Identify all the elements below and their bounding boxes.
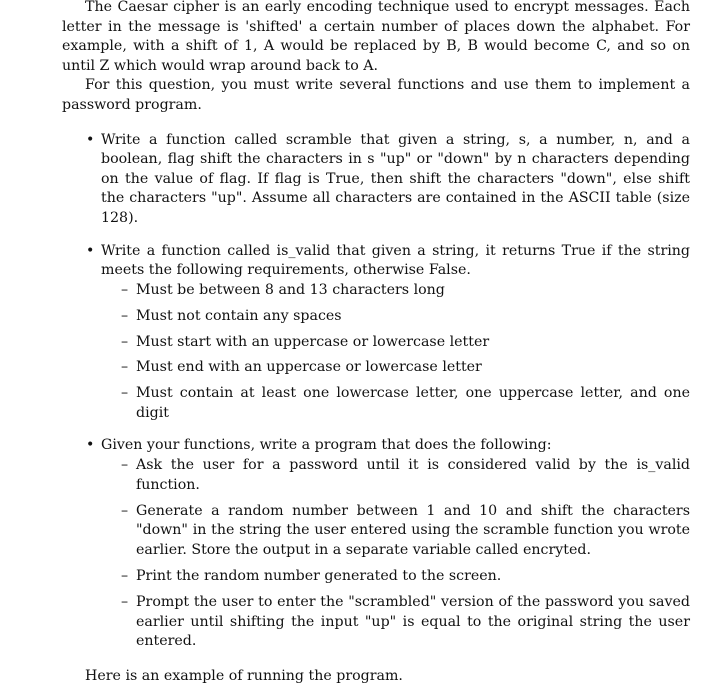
document-body (62, 0, 690, 687)
intro-paragraph: The Caesar cipher is an early encoding technique used to encrypt messages. Each letter in the message is 'shifted' a certain number of places down the alphabet. For example, with a shift of 1, A would be replaced by B, B would become C, and so on until Z which would wrap around back to A. (62, 0, 690, 74)
bullet-text: • Write a function called is_valid that given a string, it returns True if the string meets the following requirements, otherwise False. (101, 242, 690, 279)
intro-paragraph-2: For this question, you must write several functions and use them to implement a password program. (62, 77, 690, 113)
step-item: – Print the random number generated to the screen. (101, 567, 690, 587)
bullet-text: • Write a function called scramble that given a string, s, a number, n, and a boolean, flag shift the characters in s "up" or "down" by n characters depending on the value of flag. If flag is True, then shift the characters "down", else shift the characters "up". Assume all characters are contained in the ASCII table (size 128). (101, 131, 690, 226)
validity-rules-list (101, 281, 690, 424)
bullet-item-program (62, 436, 690, 651)
bullet-text: • Given your functions, write a program that does the following: (101, 437, 552, 454)
program-steps-list (101, 456, 690, 652)
bullet-item-scramble (62, 131, 690, 229)
rule-item: – Must contain at least one lowercase letter, one uppercase letter, and one digit (101, 384, 690, 423)
rule-item: – Must start with an uppercase or lowercase letter (101, 333, 690, 353)
bullet-item-is-valid (62, 242, 690, 424)
step-item: – Prompt the user to enter the "scrambled" version of the password you saved earlier until shifting the input "up" is equal to the original string the user entered. (101, 593, 690, 652)
step-item: – Ask the user for a password until it is considered valid by the is_valid function. (101, 456, 690, 495)
step-item: – Generate a random number between 1 and 10 and shift the characters "down" in the string the user entered using the scramble function you wrote earlier. Store the output in a separate variable called encryted. (101, 502, 690, 561)
rule-item: – Must be between 8 and 13 characters long (101, 281, 690, 301)
rule-item: – Must end with an uppercase or lowercase letter (101, 358, 690, 378)
closing-paragraph: Here is an example of running the program. (85, 667, 403, 684)
rule-item: – Must not contain any spaces (101, 307, 690, 327)
requirements-list (62, 131, 690, 652)
